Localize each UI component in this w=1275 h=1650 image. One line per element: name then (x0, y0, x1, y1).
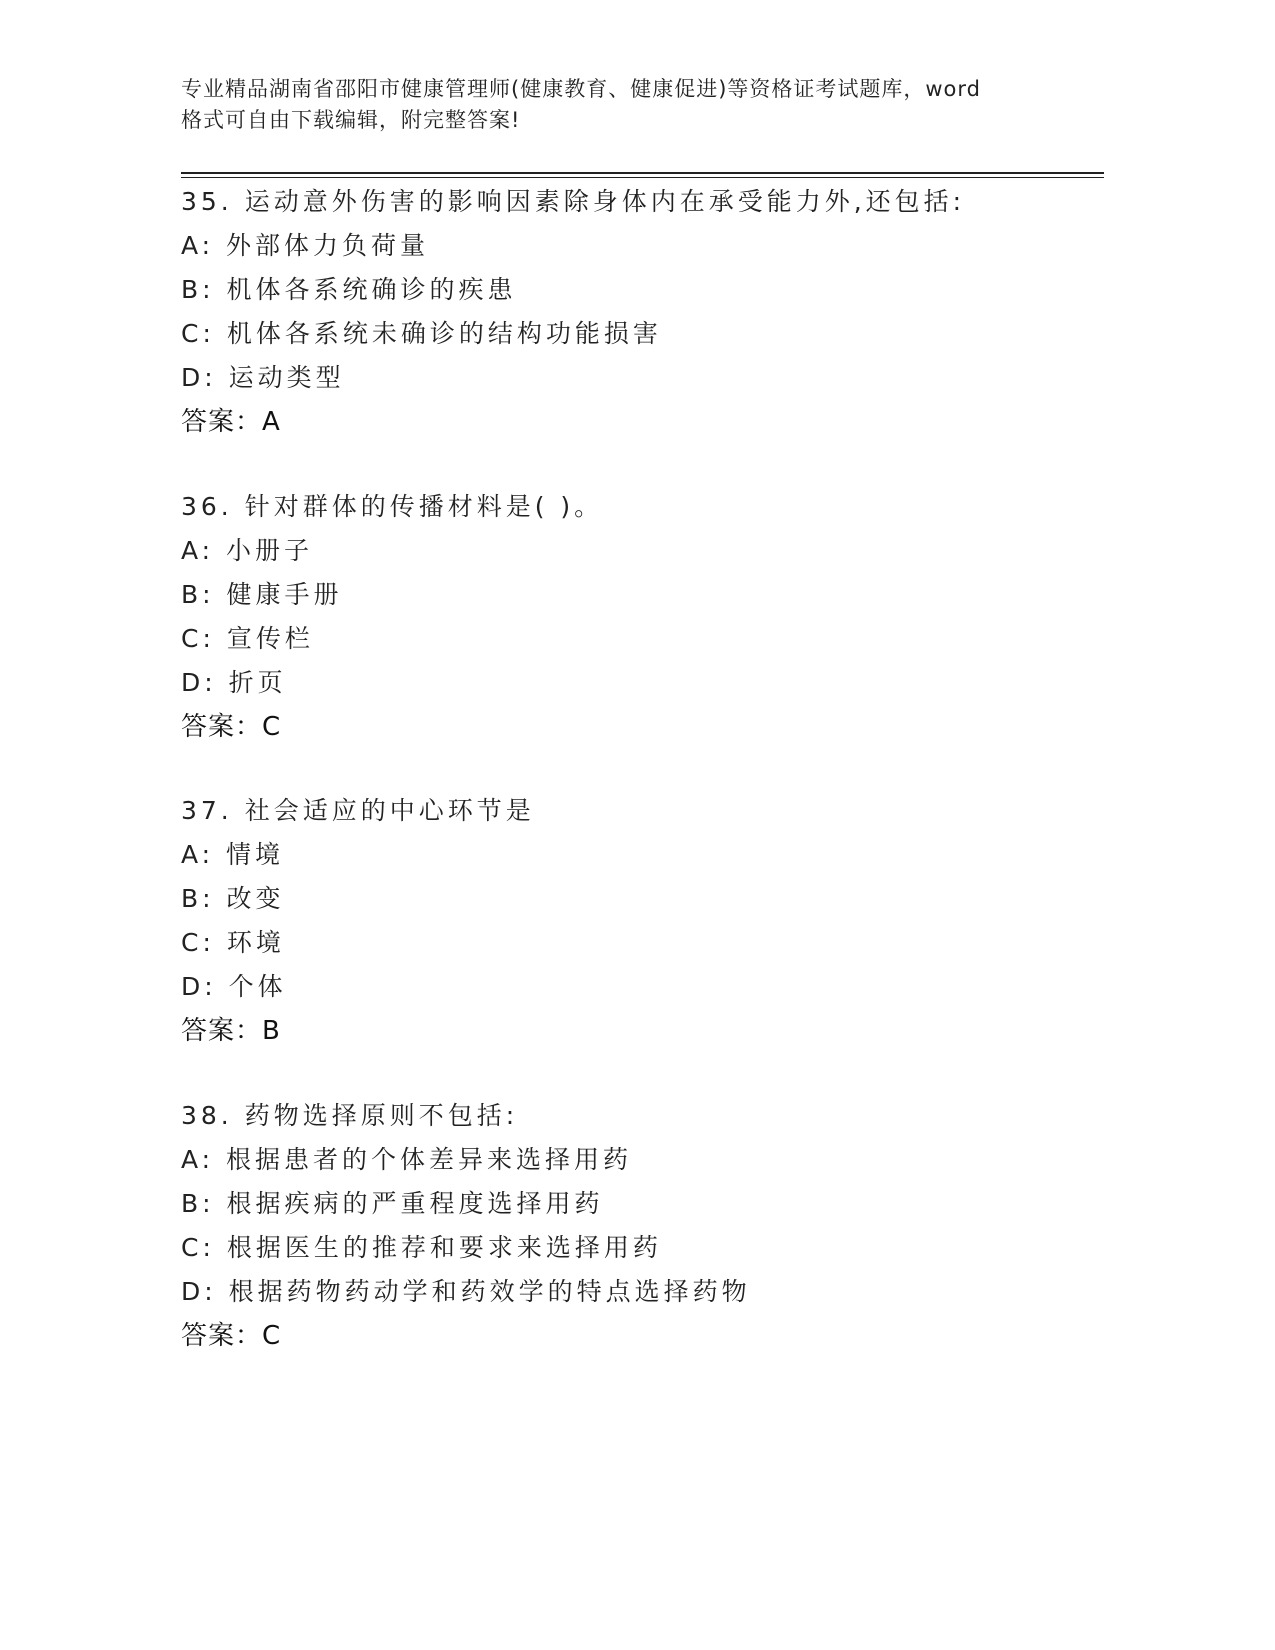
question-35 (181, 180, 1101, 444)
question-stem: 38. 药物选择原则不包括: (181, 1101, 519, 1130)
option-a: A: 外部体力负荷量 (181, 231, 430, 260)
option-d: D: 根据药物药动学和药效学的特点选择药物 (181, 1277, 751, 1306)
answer: 答案：C (181, 1321, 282, 1351)
answer: 答案：B (181, 1016, 281, 1046)
header-line-1: 专业精品湖南省邵阳市健康管理师(健康教育、健康促进)等资格证考试题库，word (181, 77, 982, 101)
document-header (181, 74, 1061, 136)
option-d: D: 个体 (181, 972, 287, 1001)
question-36 (181, 485, 1101, 749)
header-divider-thin (181, 177, 1104, 178)
question-37 (181, 789, 1101, 1053)
option-c: C: 环境 (181, 928, 285, 957)
answer: 答案：C (181, 712, 282, 742)
option-b: B: 改变 (181, 884, 285, 913)
option-c: C: 机体各系统未确诊的结构功能损害 (181, 319, 662, 348)
question-stem: 35. 运动意外伤害的影响因素除身体内在承受能力外,还包括: (181, 187, 966, 216)
option-c: C: 宣传栏 (181, 624, 314, 653)
option-d: D: 折页 (181, 668, 287, 697)
option-a: A: 情境 (181, 840, 285, 869)
option-b: B: 根据疾病的严重程度选择用药 (181, 1189, 604, 1218)
question-stem: 36. 针对群体的传播材料是( )。 (181, 492, 604, 521)
question-stem: 37. 社会适应的中心环节是 (181, 796, 535, 825)
option-b: B: 健康手册 (181, 580, 343, 609)
answer: 答案：A (181, 407, 281, 437)
option-b: B: 机体各系统确诊的疾患 (181, 275, 517, 304)
option-a: A: 根据患者的个体差异来选择用药 (181, 1145, 633, 1174)
option-c: C: 根据医生的推荐和要求来选择用药 (181, 1233, 662, 1262)
header-divider-thick (181, 172, 1104, 174)
option-d: D: 运动类型 (181, 363, 345, 392)
header-line-2: 格式可自由下载编辑，附完整答案! (181, 108, 521, 132)
question-38 (181, 1094, 1101, 1358)
option-a: A: 小册子 (181, 536, 314, 565)
